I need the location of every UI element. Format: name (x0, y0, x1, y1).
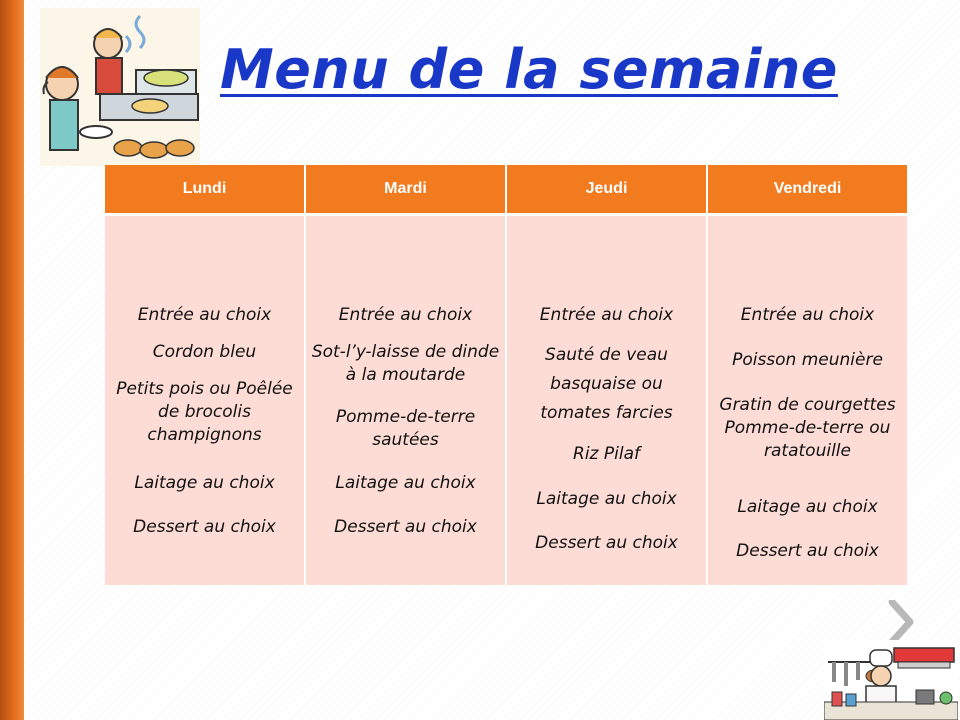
menu-item: Entrée au choix (338, 305, 473, 325)
menu-item: Dessert au choix (334, 517, 477, 537)
menu-item: Laitage au choix (737, 497, 878, 517)
menu-item: Sot-l’y-laisse de dinde à la moutarde (311, 342, 500, 385)
menu-item: Laitage au choix (335, 473, 476, 493)
weekly-menu-table (105, 165, 907, 585)
menu-item: Riz Pilaf (573, 444, 640, 464)
header-lundi: Lundi (105, 165, 304, 213)
cell-lundi (105, 216, 304, 585)
menu-item: Dessert au choix (535, 533, 678, 553)
menu-item: Petits pois ou Poêlée de brocolis champignons (116, 379, 293, 445)
menu-item: Dessert au choix (736, 541, 879, 561)
menu-item: Gratin de courgettes (719, 395, 896, 415)
cell-vendredi (708, 216, 907, 585)
chef-kitchen-illustration (824, 640, 958, 720)
menu-item: Laitage au choix (536, 489, 677, 509)
menu-item: Dessert au choix (133, 517, 276, 537)
menu-item: Entrée au choix (137, 305, 272, 325)
header-jeudi: Jeudi (507, 165, 706, 213)
header-vendredi: Vendredi (708, 165, 907, 213)
menu-item: Pomme-de-terre sautées (335, 407, 476, 450)
cafeteria-service-illustration (40, 8, 200, 166)
menu-item: Entrée au choix (539, 305, 674, 325)
menu-item: Sauté de veau basquaise ou tomates farcies (540, 345, 673, 423)
page-title: Menu de la semaine (220, 38, 838, 101)
cell-mardi (306, 216, 505, 585)
menu-item: Cordon bleu (152, 342, 257, 362)
cell-jeudi (507, 216, 706, 585)
menu-item: Entrée au choix (740, 305, 875, 325)
menu-item: Laitage au choix (134, 473, 275, 493)
side-accent-bar (0, 0, 24, 720)
menu-item: Poisson meunière (732, 350, 883, 370)
menu-item: Pomme-de-terre ou ratatouille (724, 418, 891, 461)
header-mardi: Mardi (306, 165, 505, 213)
chevron-right-icon[interactable] (886, 600, 916, 644)
